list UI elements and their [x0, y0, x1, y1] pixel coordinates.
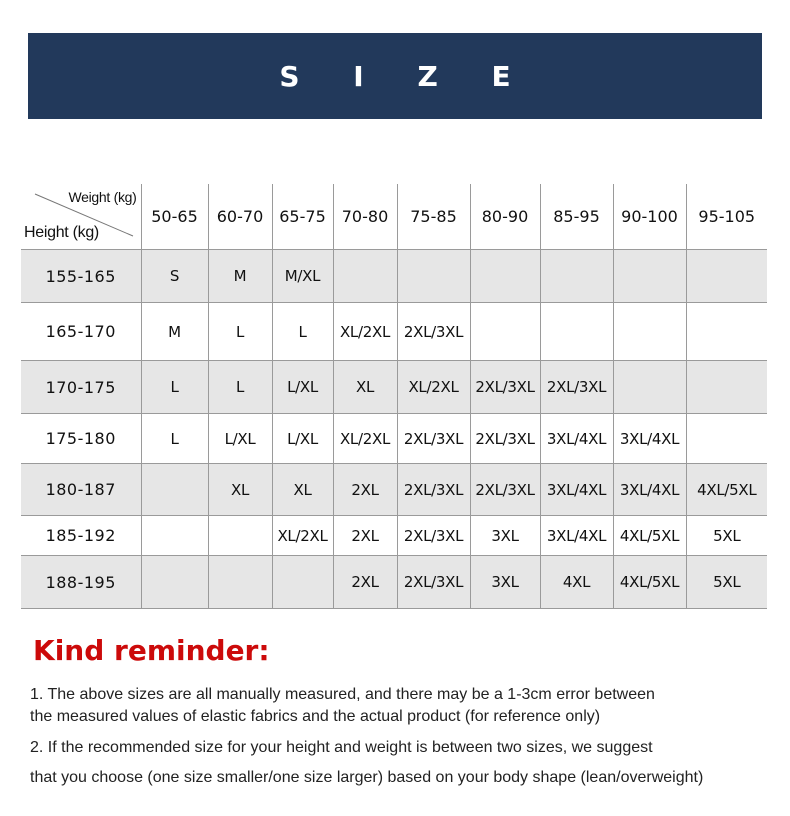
height-range-cell: 180-187 — [21, 464, 141, 516]
size-cell — [686, 414, 767, 464]
height-range-cell: 170-175 — [21, 361, 141, 414]
size-cell — [613, 250, 686, 303]
table-row — [21, 303, 767, 361]
size-cell: 2XL/3XL — [470, 361, 540, 414]
table-row — [21, 414, 767, 464]
height-axis-label: Height (kg) — [24, 224, 99, 241]
size-cell: 3XL/4XL — [540, 414, 613, 464]
size-cell — [333, 250, 397, 303]
weight-column-header: 80-90 — [470, 184, 540, 250]
size-banner — [28, 33, 762, 119]
corner-header-cell — [21, 184, 141, 250]
size-cell — [540, 250, 613, 303]
size-cell — [470, 250, 540, 303]
table-header-row — [21, 184, 767, 250]
size-cell — [686, 303, 767, 361]
weight-column-header: 95-105 — [686, 184, 767, 250]
weight-column-header: 85-95 — [540, 184, 613, 250]
size-cell: M — [141, 303, 208, 361]
size-cell — [141, 464, 208, 516]
table-row — [21, 361, 767, 414]
height-range-cell: 155-165 — [21, 250, 141, 303]
weight-column-header: 60-70 — [208, 184, 272, 250]
size-cell: 3XL/4XL — [613, 414, 686, 464]
size-cell: 2XL — [333, 556, 397, 609]
size-cell — [208, 516, 272, 556]
size-cell: 2XL/3XL — [397, 414, 470, 464]
size-cell: M — [208, 250, 272, 303]
size-cell: 4XL/5XL — [686, 464, 767, 516]
size-cell — [613, 361, 686, 414]
height-range-cell: 175-180 — [21, 414, 141, 464]
size-cell: 2XL — [333, 516, 397, 556]
size-cell — [470, 303, 540, 361]
weight-column-header: 50-65 — [141, 184, 208, 250]
size-cell — [141, 556, 208, 609]
size-cell — [686, 250, 767, 303]
reminder-title: Kind reminder: — [33, 634, 270, 667]
size-cell — [208, 556, 272, 609]
reminder-note-2-line-2: that you choose (one size smaller/one size larger) based on your body shape (lean/overweight) — [30, 769, 704, 786]
table-row — [21, 556, 767, 609]
size-cell: XL/2XL — [333, 303, 397, 361]
size-cell: XL — [333, 361, 397, 414]
height-range-cell: 188-195 — [21, 556, 141, 609]
weight-column-header: 75-85 — [397, 184, 470, 250]
table-row — [21, 464, 767, 516]
size-cell: 4XL/5XL — [613, 556, 686, 609]
size-cell: L/XL — [272, 361, 333, 414]
size-cell — [141, 516, 208, 556]
size-cell: 3XL — [470, 516, 540, 556]
reminder-note-1-line-2: the measured values of elastic fabrics and the actual product (for reference only) — [30, 708, 601, 725]
size-cell: M/XL — [272, 250, 333, 303]
size-cell: 2XL/3XL — [470, 464, 540, 516]
size-cell: L — [141, 361, 208, 414]
size-cell: XL/2XL — [272, 516, 333, 556]
size-cell: 2XL/3XL — [397, 303, 470, 361]
size-cell — [613, 303, 686, 361]
size-cell — [272, 556, 333, 609]
height-range-cell: 185-192 — [21, 516, 141, 556]
size-cell: L — [208, 361, 272, 414]
weight-column-header: 65-75 — [272, 184, 333, 250]
table-row — [21, 250, 767, 303]
size-cell — [686, 361, 767, 414]
size-cell: 4XL — [540, 556, 613, 609]
size-cell: L — [141, 414, 208, 464]
size-cell: XL/2XL — [333, 414, 397, 464]
size-cell: S — [141, 250, 208, 303]
size-cell: 2XL/3XL — [540, 361, 613, 414]
height-range-cell: 165-170 — [21, 303, 141, 361]
table-row — [21, 516, 767, 556]
banner-title: S I Z E — [279, 59, 533, 93]
reminder-note-1-line-1: 1. The above sizes are all manually measured, and there may be a 1-3cm error between — [30, 686, 655, 703]
size-cell: 2XL/3XL — [397, 464, 470, 516]
weight-axis-label: Weight (kg) — [68, 189, 137, 205]
size-cell: 2XL/3XL — [397, 556, 470, 609]
size-cell — [397, 250, 470, 303]
size-cell: 2XL/3XL — [470, 414, 540, 464]
size-cell: 3XL — [470, 556, 540, 609]
size-cell: 2XL — [333, 464, 397, 516]
size-cell: XL — [208, 464, 272, 516]
size-cell: 4XL/5XL — [613, 516, 686, 556]
size-cell: 5XL — [686, 556, 767, 609]
size-cell: XL/2XL — [397, 361, 470, 414]
size-chart-table — [21, 184, 767, 609]
size-cell: 2XL/3XL — [397, 516, 470, 556]
size-cell — [540, 303, 613, 361]
size-cell: L/XL — [208, 414, 272, 464]
weight-column-header: 90-100 — [613, 184, 686, 250]
size-cell: L/XL — [272, 414, 333, 464]
size-cell: 5XL — [686, 516, 767, 556]
weight-column-header: 70-80 — [333, 184, 397, 250]
size-cell: L — [272, 303, 333, 361]
size-cell: XL — [272, 464, 333, 516]
size-cell: L — [208, 303, 272, 361]
reminder-note-2-line-1: 2. If the recommended size for your height and weight is between two sizes, we suggest — [30, 739, 653, 756]
size-cell: 3XL/4XL — [540, 516, 613, 556]
size-cell: 3XL/4XL — [540, 464, 613, 516]
size-cell: 3XL/4XL — [613, 464, 686, 516]
